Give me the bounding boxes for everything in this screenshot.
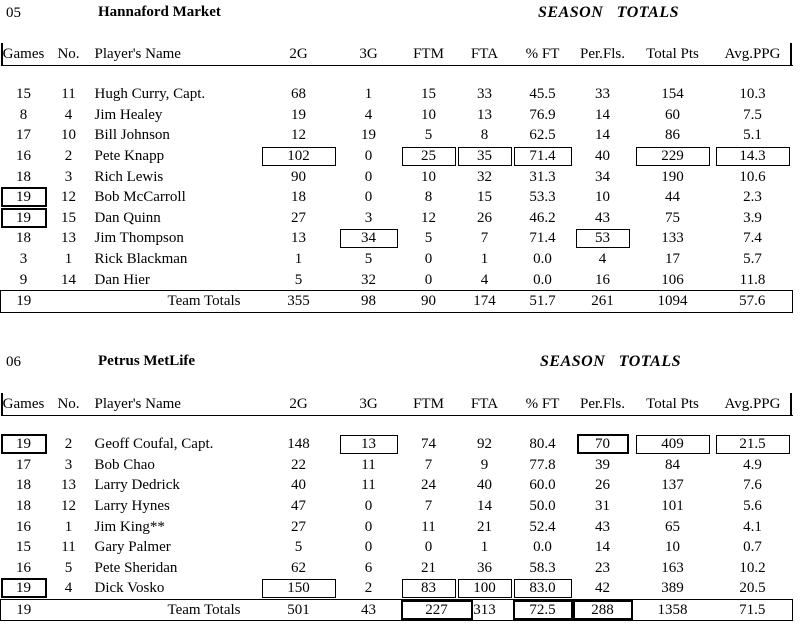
team-totals-row bbox=[1, 290, 793, 312]
header-bracket-left bbox=[1, 393, 3, 415]
cell-3g: 0 bbox=[364, 518, 373, 535]
cell-fta bbox=[457, 146, 513, 167]
cell-fta bbox=[457, 578, 513, 599]
cell-ftm: 10 bbox=[421, 168, 436, 185]
cell-fouls: 4 bbox=[598, 251, 607, 268]
table-row bbox=[1, 455, 793, 476]
table-row bbox=[1, 166, 793, 187]
cell-pct-ft: 58.3 bbox=[529, 559, 556, 576]
cell-total-pts: 133 bbox=[661, 230, 684, 247]
highlight-box: 19 bbox=[1, 434, 47, 454]
totals-ftm: 90 bbox=[401, 290, 457, 312]
table-row bbox=[1, 146, 793, 167]
cell-player: Bill Johnson bbox=[94, 127, 170, 144]
cell-avg-ppg: 20.5 bbox=[739, 580, 766, 597]
header-bracket-right bbox=[790, 393, 792, 415]
cell-total-pts bbox=[633, 146, 713, 167]
cell-games: 16 bbox=[16, 148, 31, 165]
cell-total-pts: 137 bbox=[661, 477, 684, 494]
col-header-games: Games bbox=[1, 43, 47, 66]
cell-pct-ft: 76.9 bbox=[529, 106, 556, 123]
cell-pct-ft: 53.3 bbox=[529, 189, 556, 206]
cell-total-pts: 106 bbox=[661, 271, 684, 288]
col-header-total-pts: Total Pts bbox=[633, 393, 713, 416]
highlight-box: 229 bbox=[636, 147, 710, 166]
cell-2g: 13 bbox=[291, 230, 306, 247]
team-number: 06 bbox=[6, 354, 21, 370]
cell-total-pts bbox=[633, 434, 713, 455]
col-header-player: Player's Name bbox=[91, 43, 261, 66]
cell-total-pts: 10 bbox=[665, 539, 680, 556]
highlight-box: 102 bbox=[262, 147, 336, 166]
cell-avg-ppg: 0.7 bbox=[743, 539, 762, 556]
cell-games: 18 bbox=[16, 498, 31, 515]
cell-games: 15 bbox=[16, 86, 31, 103]
cell-3g: 3 bbox=[364, 209, 373, 226]
highlight-box: 21.5 bbox=[716, 435, 790, 454]
totals-total-pts: 1358 bbox=[633, 599, 713, 621]
cell-fouls bbox=[573, 228, 633, 249]
col-header-2g: 2G bbox=[261, 393, 337, 416]
table-row bbox=[1, 537, 793, 558]
table-row bbox=[1, 208, 793, 229]
cell-ftm: 5 bbox=[424, 230, 433, 247]
totals-pct-ft: 51.7 bbox=[513, 290, 573, 312]
col-header-ftm: FTM bbox=[401, 393, 457, 416]
cell-player: Gary Palmer bbox=[94, 539, 171, 556]
cell-fouls: 33 bbox=[595, 86, 610, 103]
cell-total-pts: 101 bbox=[661, 498, 684, 515]
cell-player: Jim King** bbox=[94, 518, 165, 535]
totals-fouls bbox=[573, 599, 633, 621]
cell-avg-ppg: 2.3 bbox=[743, 189, 762, 206]
cell-2g: 12 bbox=[291, 127, 306, 144]
table-row bbox=[1, 105, 793, 126]
cell-ftm: 0 bbox=[424, 251, 433, 268]
cell-pct-ft: 62.5 bbox=[529, 127, 556, 144]
cell-total-pts: 17 bbox=[665, 251, 680, 268]
cell-games: 18 bbox=[16, 168, 31, 185]
cell-player: Bob McCarroll bbox=[94, 189, 186, 206]
table-row bbox=[1, 187, 793, 208]
cell-pct-ft: 0.0 bbox=[533, 271, 552, 288]
cell-3g: 11 bbox=[361, 477, 376, 494]
cell-total-pts: 163 bbox=[661, 559, 684, 576]
cell-3g bbox=[337, 228, 401, 249]
cell-ftm: 0 bbox=[424, 539, 433, 556]
highlight-box: 14.3 bbox=[716, 147, 790, 166]
highlight-box: 70 bbox=[577, 434, 629, 454]
cell-ftm: 74 bbox=[421, 436, 436, 453]
cell-no: 13 bbox=[61, 230, 76, 247]
cell-pct-ft: 50.0 bbox=[529, 498, 556, 515]
cell-fouls: 42 bbox=[595, 580, 610, 597]
cell-games bbox=[1, 434, 47, 455]
highlight-box: 35 bbox=[458, 147, 512, 166]
cell-fta: 33 bbox=[477, 86, 492, 103]
team-name: Petrus MetLife bbox=[98, 353, 196, 369]
cell-player: Rick Blackman bbox=[94, 251, 188, 268]
cell-no: 5 bbox=[64, 559, 73, 576]
cell-2g: 22 bbox=[291, 456, 306, 473]
cell-fouls: 10 bbox=[595, 189, 610, 206]
cell-avg-ppg: 4.9 bbox=[743, 456, 762, 473]
cell-player: Dan Hier bbox=[94, 271, 150, 288]
totals-label: Team Totals bbox=[47, 290, 261, 312]
totals-fta: 174 bbox=[457, 290, 513, 312]
cell-2g: 62 bbox=[291, 559, 306, 576]
cell-3g: 0 bbox=[364, 148, 373, 165]
cell-fta: 1 bbox=[480, 251, 489, 268]
cell-2g bbox=[261, 146, 337, 167]
table-row bbox=[1, 269, 793, 290]
col-header-no: No. bbox=[47, 43, 91, 66]
cell-total-pts: 389 bbox=[661, 580, 684, 597]
cell-3g: 19 bbox=[361, 127, 376, 144]
highlight-box: 72.5 bbox=[513, 600, 573, 620]
cell-no: 3 bbox=[64, 168, 73, 185]
cell-fta: 32 bbox=[477, 168, 492, 185]
table-row bbox=[1, 496, 793, 517]
cell-pct-ft: 45.5 bbox=[529, 86, 556, 103]
highlight-box: 25 bbox=[402, 147, 456, 166]
col-header-pct-ft: % FT bbox=[513, 393, 573, 416]
totals-avg-ppg: 71.5 bbox=[713, 599, 793, 621]
cell-total-pts: 190 bbox=[661, 168, 684, 185]
cell-fta: 14 bbox=[477, 498, 492, 515]
cell-avg-ppg: 5.6 bbox=[743, 498, 762, 515]
table-row bbox=[1, 475, 793, 496]
cell-avg-ppg: 5.1 bbox=[743, 127, 762, 144]
cell-pct-ft: 71.4 bbox=[529, 230, 556, 247]
table-row bbox=[1, 578, 793, 599]
totals-2g: 501 bbox=[261, 599, 337, 621]
cell-avg-ppg: 10.2 bbox=[739, 559, 766, 576]
cell-3g: 11 bbox=[361, 456, 376, 473]
cell-ftm: 21 bbox=[421, 559, 436, 576]
cell-pct-ft: 80.4 bbox=[529, 436, 556, 453]
highlight-box: 19 bbox=[1, 208, 47, 228]
cell-ftm: 0 bbox=[424, 271, 433, 288]
col-header-3g: 3G bbox=[337, 393, 401, 416]
cell-fta: 40 bbox=[477, 477, 492, 494]
cell-avg-ppg bbox=[713, 146, 793, 167]
cell-total-pts: 75 bbox=[665, 209, 680, 226]
cell-no: 4 bbox=[64, 580, 73, 597]
cell-2g: 1 bbox=[294, 251, 303, 268]
table-row bbox=[1, 249, 793, 270]
cell-ftm: 10 bbox=[421, 106, 436, 123]
highlight-box: 100 bbox=[458, 579, 512, 598]
cell-fouls bbox=[573, 434, 633, 455]
cell-3g: 2 bbox=[364, 580, 373, 597]
cell-games: 9 bbox=[19, 271, 28, 288]
cell-avg-ppg: 3.9 bbox=[743, 209, 762, 226]
cell-fouls: 43 bbox=[595, 209, 610, 226]
highlight-box: 83 bbox=[402, 579, 456, 598]
cell-games: 18 bbox=[16, 477, 31, 494]
cell-fouls: 34 bbox=[595, 168, 610, 185]
cell-fta: 9 bbox=[480, 456, 489, 473]
col-header-player: Player's Name bbox=[91, 393, 261, 416]
season-totals-label: SEASON TOTALS bbox=[538, 4, 680, 21]
cell-2g: 5 bbox=[294, 539, 303, 556]
cell-2g bbox=[261, 578, 337, 599]
cell-2g: 47 bbox=[291, 498, 306, 515]
cell-fta: 26 bbox=[477, 209, 492, 226]
table-header bbox=[1, 43, 793, 66]
cell-games: 17 bbox=[16, 127, 31, 144]
team-name: Hannaford Market bbox=[98, 4, 221, 20]
cell-avg-ppg: 7.5 bbox=[743, 106, 762, 123]
cell-total-pts: 84 bbox=[665, 456, 680, 473]
table-header bbox=[1, 393, 793, 416]
cell-pct-ft: 0.0 bbox=[533, 539, 552, 556]
cell-avg-ppg: 5.7 bbox=[743, 251, 762, 268]
cell-avg-ppg: 7.4 bbox=[743, 230, 762, 247]
cell-no: 2 bbox=[64, 436, 73, 453]
cell-fta: 21 bbox=[477, 518, 492, 535]
cell-no: 12 bbox=[61, 189, 76, 206]
cell-ftm: 7 bbox=[424, 498, 433, 515]
highlight-box: 34 bbox=[340, 229, 398, 248]
cell-fta: 13 bbox=[477, 106, 492, 123]
highlight-box: 227 bbox=[401, 600, 473, 620]
table-row bbox=[1, 228, 793, 249]
col-header-fta: FTA bbox=[457, 393, 513, 416]
totals-2g: 355 bbox=[261, 290, 337, 312]
cell-avg-ppg: 11.8 bbox=[739, 271, 766, 288]
table-row bbox=[1, 125, 793, 146]
highlight-box: 13 bbox=[340, 435, 398, 454]
cell-fouls: 16 bbox=[595, 271, 610, 288]
col-header-fouls: Per.Fls. bbox=[573, 393, 633, 416]
cell-player: Larry Dedrick bbox=[94, 477, 180, 494]
cell-no: 2 bbox=[64, 148, 73, 165]
cell-2g: 90 bbox=[291, 168, 306, 185]
totals-3g: 43 bbox=[337, 599, 401, 621]
totals-total-pts: 1094 bbox=[633, 290, 713, 312]
cell-fta: 92 bbox=[477, 436, 492, 453]
cell-ftm bbox=[401, 578, 457, 599]
cell-player: Rich Lewis bbox=[94, 168, 164, 185]
cell-player: Hugh Curry, Capt. bbox=[94, 86, 206, 103]
cell-2g: 27 bbox=[291, 209, 306, 226]
col-header-fouls: Per.Fls. bbox=[573, 43, 633, 66]
team-number: 05 bbox=[6, 5, 21, 21]
cell-no: 1 bbox=[64, 251, 73, 268]
cell-fta: 36 bbox=[477, 559, 492, 576]
highlight-box: 409 bbox=[636, 435, 710, 454]
cell-games: 18 bbox=[16, 230, 31, 247]
cell-3g: 0 bbox=[364, 498, 373, 515]
totals-fouls: 261 bbox=[573, 290, 633, 312]
table-row bbox=[1, 516, 793, 537]
cell-ftm: 15 bbox=[421, 86, 436, 103]
cell-games: 17 bbox=[16, 456, 31, 473]
cell-pct-ft: 60.0 bbox=[529, 477, 556, 494]
cell-avg-ppg bbox=[713, 434, 793, 455]
cell-3g: 0 bbox=[364, 539, 373, 556]
cell-3g: 0 bbox=[364, 189, 373, 206]
cell-games bbox=[1, 208, 47, 229]
col-header-pct-ft: % FT bbox=[513, 43, 573, 66]
cell-no: 12 bbox=[61, 498, 76, 515]
cell-games: 8 bbox=[19, 106, 28, 123]
cell-no: 14 bbox=[61, 271, 76, 288]
col-header-no: No. bbox=[47, 393, 91, 416]
cell-2g: 68 bbox=[291, 86, 306, 103]
cell-avg-ppg: 4.1 bbox=[743, 518, 762, 535]
cell-avg-ppg: 10.6 bbox=[739, 168, 766, 185]
cell-games bbox=[1, 578, 47, 599]
cell-player: Dan Quinn bbox=[94, 209, 161, 226]
cell-player: Larry Hynes bbox=[94, 498, 170, 515]
cell-ftm bbox=[401, 146, 457, 167]
cell-3g: 4 bbox=[364, 106, 373, 123]
cell-no: 15 bbox=[61, 209, 76, 226]
totals-fta: 313 bbox=[457, 599, 513, 621]
highlight-box: 19 bbox=[1, 187, 47, 207]
cell-2g: 18 bbox=[291, 189, 306, 206]
cell-fta: 7 bbox=[480, 230, 489, 247]
cell-pct-ft bbox=[513, 146, 573, 167]
cell-fouls: 26 bbox=[595, 477, 610, 494]
cell-2g: 5 bbox=[294, 271, 303, 288]
cell-pct-ft: 52.4 bbox=[529, 518, 556, 535]
cell-no: 13 bbox=[61, 477, 76, 494]
cell-player: Dick Vosko bbox=[94, 580, 165, 597]
cell-games: 3 bbox=[19, 251, 28, 268]
cell-fta: 15 bbox=[477, 189, 492, 206]
totals-3g: 98 bbox=[337, 290, 401, 312]
totals-pct-ft bbox=[513, 599, 573, 621]
cell-pct-ft bbox=[513, 578, 573, 599]
totals-label: Team Totals bbox=[47, 599, 261, 621]
highlight-box: 53 bbox=[576, 229, 630, 248]
highlight-box: 288 bbox=[573, 600, 633, 620]
totals-games: 19 bbox=[1, 290, 47, 312]
cell-pct-ft: 77.8 bbox=[529, 456, 556, 473]
cell-fouls: 40 bbox=[595, 148, 610, 165]
cell-fouls: 14 bbox=[595, 127, 610, 144]
cell-pct-ft: 0.0 bbox=[533, 251, 552, 268]
cell-fouls: 14 bbox=[595, 106, 610, 123]
cell-total-pts: 86 bbox=[665, 127, 680, 144]
cell-fta: 8 bbox=[480, 127, 489, 144]
cell-no: 10 bbox=[61, 127, 76, 144]
cell-2g: 148 bbox=[287, 436, 310, 453]
cell-ftm: 11 bbox=[421, 518, 436, 535]
header-bracket-left bbox=[1, 43, 3, 65]
col-header-ftm: FTM bbox=[401, 43, 457, 66]
col-header-total-pts: Total Pts bbox=[633, 43, 713, 66]
totals-avg-ppg: 57.6 bbox=[713, 290, 793, 312]
cell-games: 15 bbox=[16, 539, 31, 556]
cell-3g bbox=[337, 434, 401, 455]
cell-3g: 5 bbox=[364, 251, 373, 268]
cell-3g: 6 bbox=[364, 559, 373, 576]
cell-avg-ppg: 7.6 bbox=[743, 477, 762, 494]
cell-no: 4 bbox=[64, 106, 73, 123]
cell-pct-ft: 46.2 bbox=[529, 209, 556, 226]
cell-total-pts: 44 bbox=[665, 189, 680, 206]
cell-fouls: 39 bbox=[595, 456, 610, 473]
table-row bbox=[1, 558, 793, 579]
totals-games: 19 bbox=[1, 599, 47, 621]
cell-total-pts: 60 bbox=[665, 106, 680, 123]
table-row bbox=[1, 84, 793, 105]
cell-games: 16 bbox=[16, 559, 31, 576]
col-header-avg-ppg: Avg.PPG bbox=[713, 393, 793, 416]
cell-ftm: 24 bbox=[421, 477, 436, 494]
totals-ftm bbox=[401, 599, 457, 621]
header-bracket-right bbox=[790, 43, 792, 65]
cell-pct-ft: 31.3 bbox=[529, 168, 556, 185]
cell-total-pts: 154 bbox=[661, 86, 684, 103]
cell-2g: 40 bbox=[291, 477, 306, 494]
cell-player: Geoff Coufal, Capt. bbox=[94, 436, 214, 453]
cell-ftm: 12 bbox=[421, 209, 436, 226]
cell-fouls: 31 bbox=[595, 498, 610, 515]
table-row bbox=[1, 434, 793, 455]
highlight-box: 150 bbox=[262, 579, 336, 598]
season-totals-label: SEASON TOTALS bbox=[540, 353, 682, 370]
highlight-box: 83.0 bbox=[514, 579, 572, 598]
cell-avg-ppg: 10.3 bbox=[739, 86, 766, 103]
cell-2g: 19 bbox=[291, 106, 306, 123]
cell-fta: 4 bbox=[480, 271, 489, 288]
cell-fouls: 14 bbox=[595, 539, 610, 556]
col-header-avg-ppg: Avg.PPG bbox=[713, 43, 793, 66]
col-header-2g: 2G bbox=[261, 43, 337, 66]
cell-2g: 27 bbox=[291, 518, 306, 535]
cell-player: Jim Thompson bbox=[94, 230, 184, 247]
cell-player: Pete Sheridan bbox=[94, 559, 178, 576]
cell-player: Bob Chao bbox=[94, 456, 155, 473]
stats-table bbox=[0, 393, 793, 621]
col-header-games: Games bbox=[1, 393, 47, 416]
cell-no: 11 bbox=[61, 539, 76, 556]
col-header-fta: FTA bbox=[457, 43, 513, 66]
highlight-box: 71.4 bbox=[514, 147, 572, 166]
cell-no: 1 bbox=[64, 518, 73, 535]
team-totals-row bbox=[1, 599, 793, 621]
cell-games: 16 bbox=[16, 518, 31, 535]
cell-ftm: 8 bbox=[424, 189, 433, 206]
cell-no: 3 bbox=[64, 456, 73, 473]
cell-3g: 1 bbox=[364, 86, 373, 103]
cell-games bbox=[1, 187, 47, 208]
stats-table bbox=[0, 43, 793, 313]
cell-3g: 0 bbox=[364, 168, 373, 185]
cell-player: Jim Healey bbox=[94, 106, 163, 123]
col-header-3g: 3G bbox=[337, 43, 401, 66]
highlight-box: 19 bbox=[1, 578, 47, 598]
cell-fta: 1 bbox=[480, 539, 489, 556]
cell-3g: 32 bbox=[361, 271, 376, 288]
cell-fouls: 43 bbox=[595, 518, 610, 535]
cell-total-pts: 65 bbox=[665, 518, 680, 535]
cell-no: 11 bbox=[61, 86, 76, 103]
cell-ftm: 7 bbox=[424, 456, 433, 473]
cell-player: Pete Knapp bbox=[94, 148, 165, 165]
cell-ftm: 5 bbox=[424, 127, 433, 144]
cell-fouls: 23 bbox=[595, 559, 610, 576]
